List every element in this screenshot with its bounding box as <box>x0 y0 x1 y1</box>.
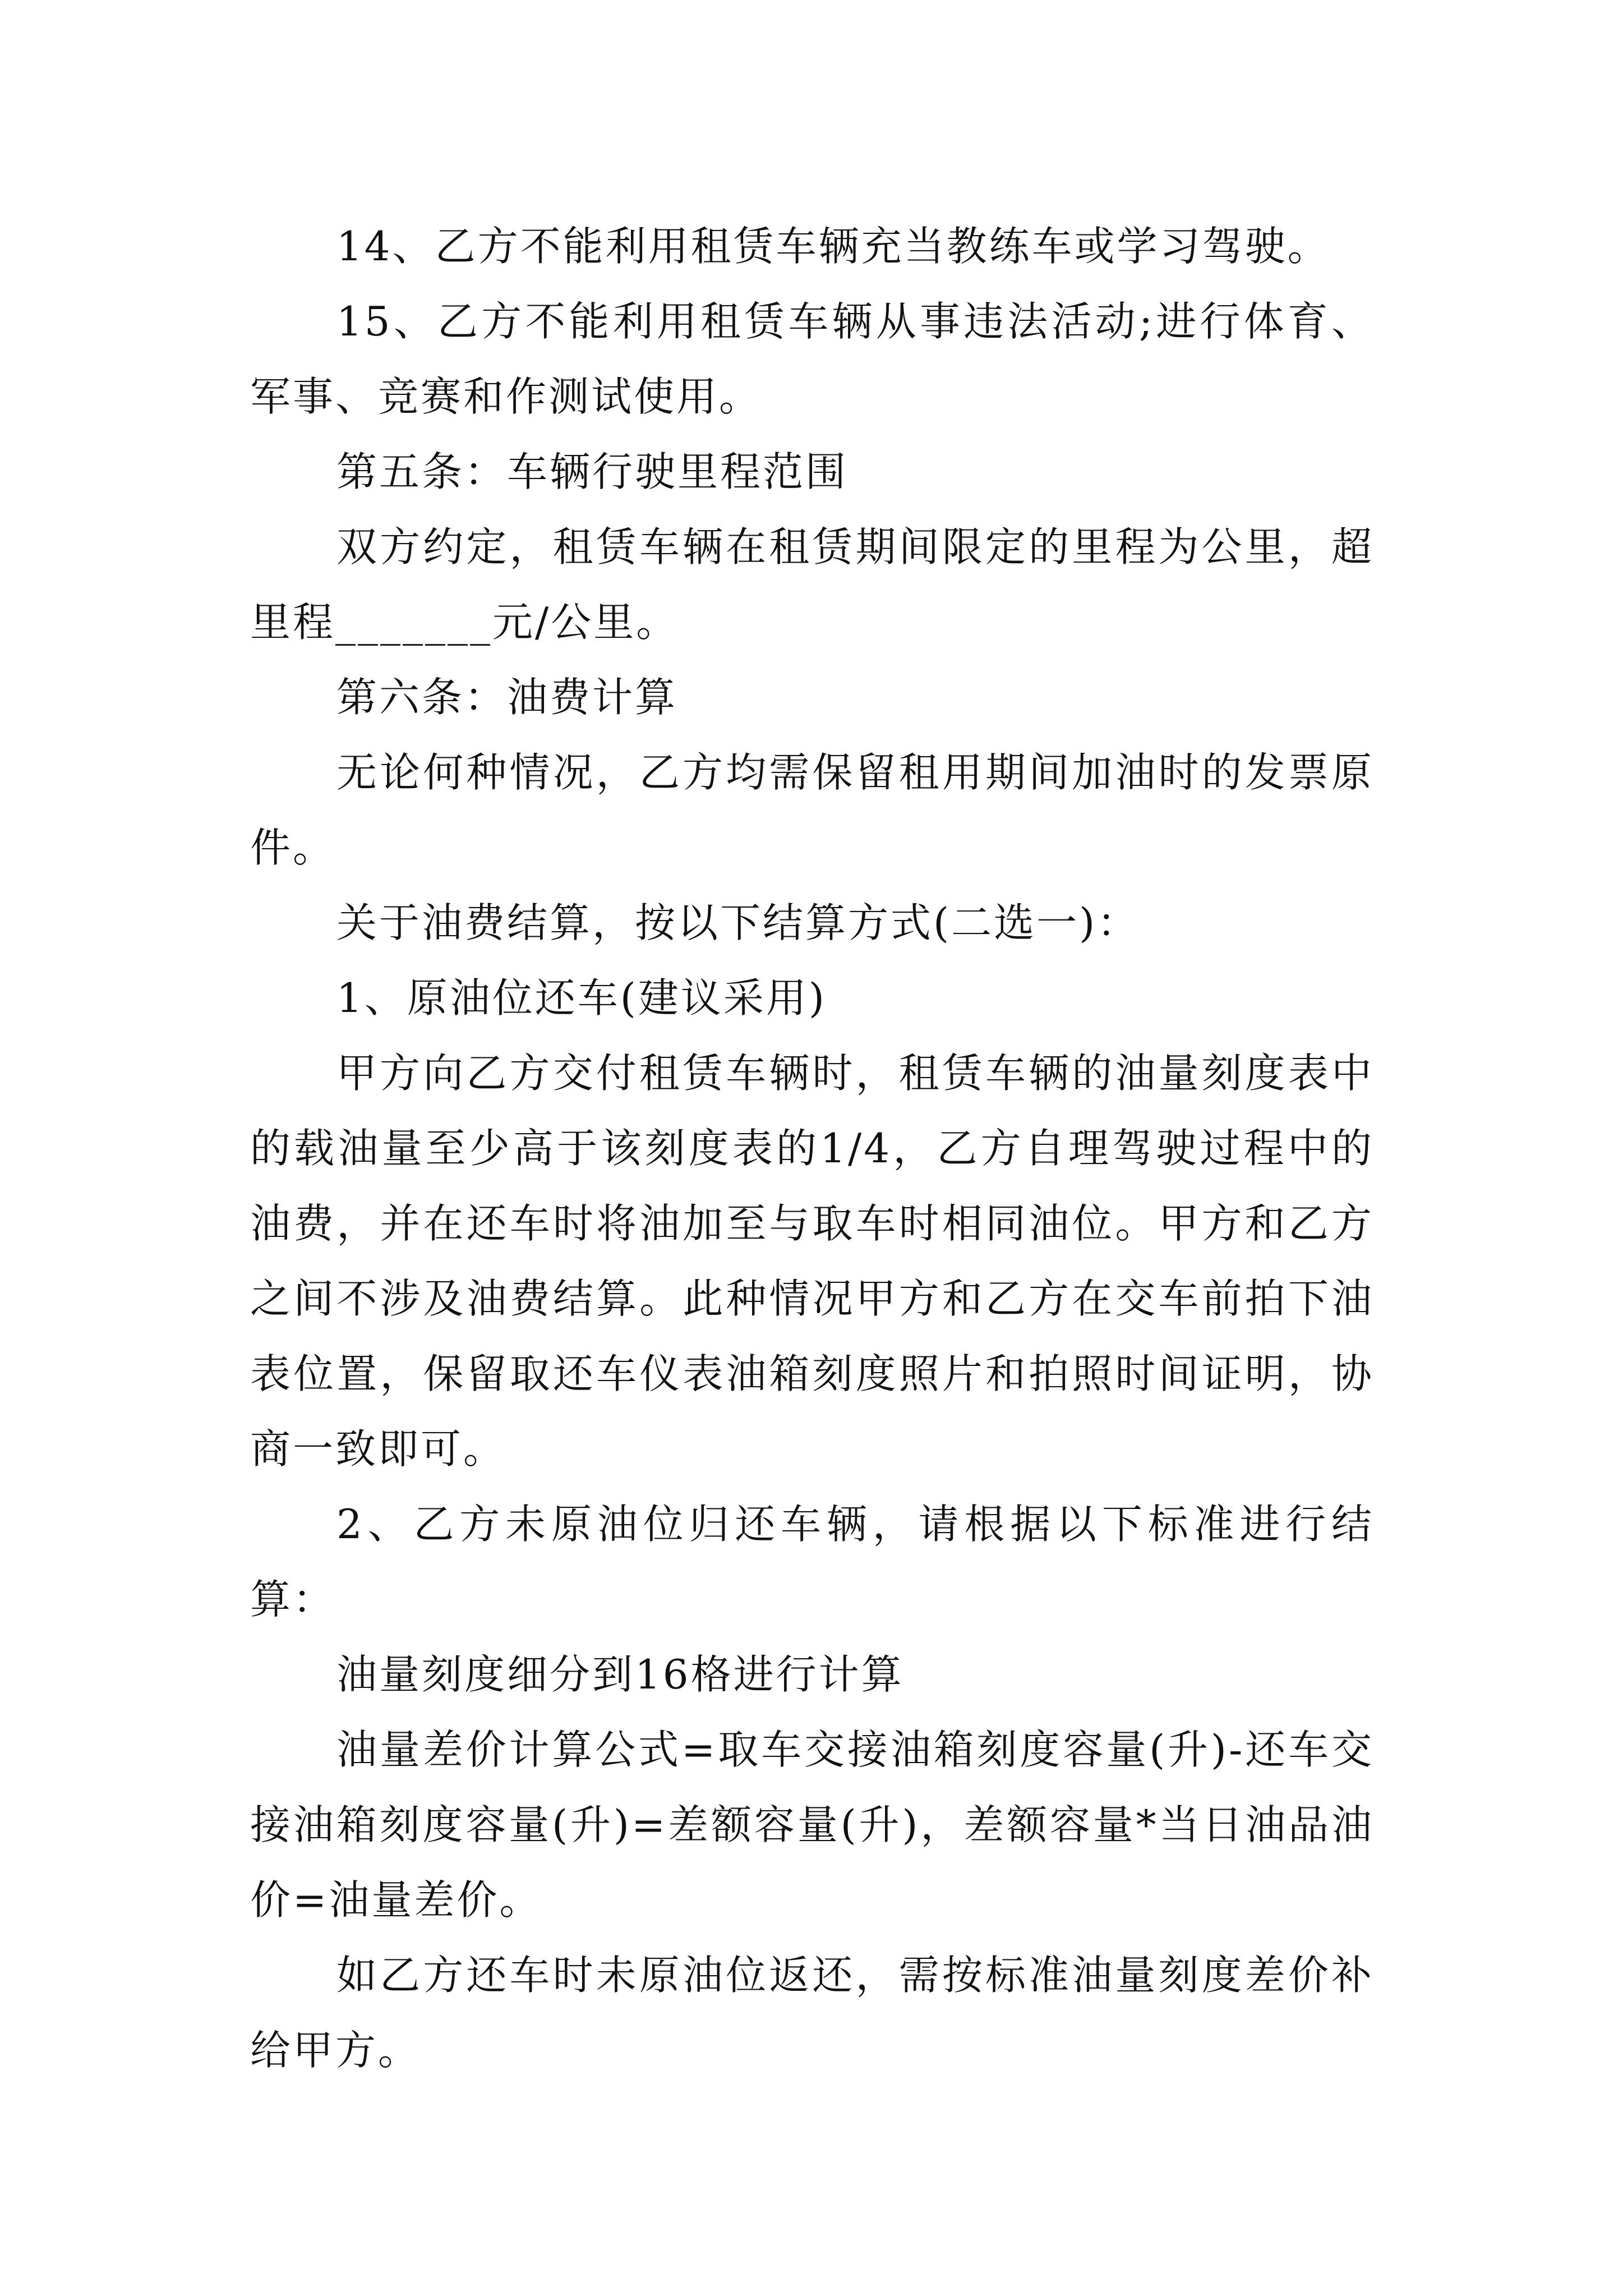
fuel-price-formula: 油量差价计算公式=取车交接油箱刻度容量(升)-还车交接油箱刻度容量(升)=差额容量(升)，差额容量*当日油品油价=油量差价。 <box>250 1726 1374 1924</box>
clause-14-text: 14、乙方不能利用租赁车辆充当教练车或学习驾驶。 <box>336 223 1330 270</box>
option-2-heading: 2、乙方未原油位归还车辆，请根据以下标准进行结算： <box>250 1501 1374 1623</box>
fuel-gauge-note: 油量刻度细分到16格进行计算 <box>336 1651 904 1698</box>
article-5-heading: 第五条：车辆行驶里程范围 <box>336 448 849 495</box>
document-body <box>250 209 1374 2088</box>
fuel-invoice-text: 无论何种情况，乙方均需保留租用期间加油时的发票原件。 <box>250 749 1374 871</box>
clause-15-text: 15、乙方不能利用租赁车辆从事违法活动;进行体育、军事、竞赛和作测试使用。 <box>250 298 1374 420</box>
mileage-limit-text: 双方约定，租赁车辆在租赁期间限定的里程为公里，超里程_______元/公里。 <box>250 523 1374 646</box>
article-6-heading: 第六条：油费计算 <box>336 674 678 721</box>
option-1-heading: 1、原油位还车(建议采用) <box>336 974 827 1022</box>
option-1-text: 甲方向乙方交付租赁车辆时，租赁车辆的油量刻度表中的载油量至少高于该刻度表的1/4，乙方自理驾驶过程中的油费，并在还车时将油加至与取车时相同油位。甲方和乙方之间不涉及油费结算。此种情况甲方和乙方在交车前拍下油表位置，保留取还车仪表油箱刻度照片和拍照时间证明，协商一致即可。 <box>250 1050 1374 1473</box>
compensation-text: 如乙方还车时未原油位返还，需按标准油量刻度差价补给甲方。 <box>250 1952 1374 2074</box>
settlement-method-intro: 关于油费结算，按以下结算方式(二选一)： <box>336 899 1140 946</box>
